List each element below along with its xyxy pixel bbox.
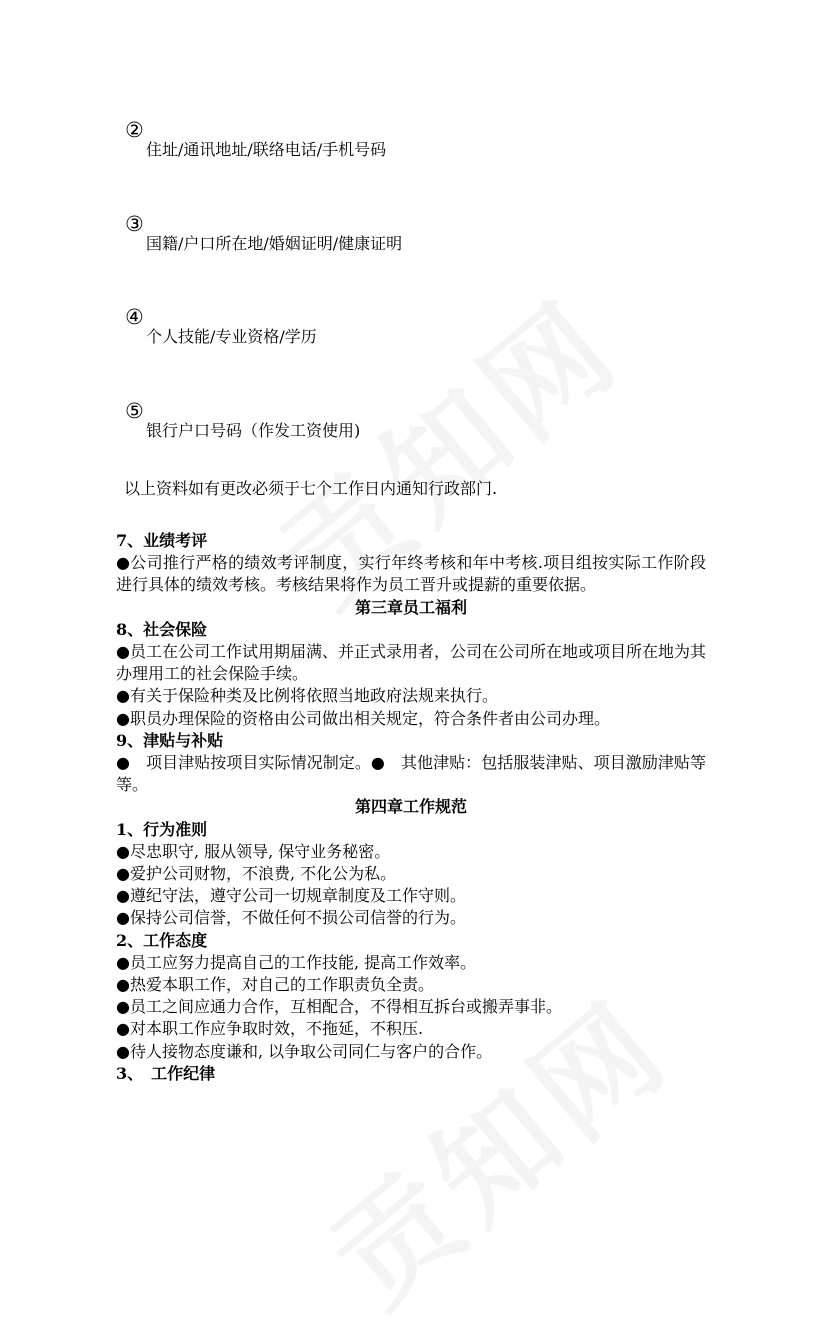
list-marker: ④ bbox=[125, 305, 144, 329]
section-heading: 3、 工作纪律 bbox=[116, 1063, 216, 1083]
list-marker: ⑤ bbox=[125, 399, 144, 423]
bullet-item: ●员工之间应通力合作，互相配合，不得相互拆台或搬弄事非。 bbox=[116, 997, 562, 1017]
bullet-item: ●待人接物态度谦和, 以争取公司同仁与客户的合作。 bbox=[116, 1041, 493, 1061]
bullet-item: ●保持公司信誉，不做任何不损公司信誉的行为。 bbox=[116, 908, 466, 928]
bullet-item: ●有关于保险种类及比例将依照当地政府法规来执行。 bbox=[116, 686, 498, 706]
bullet-item: ●职员办理保险的资格由公司做出相关规定，符合条件者由公司办理。 bbox=[116, 708, 610, 728]
chapter-title: 第四章工作规范 bbox=[354, 797, 467, 817]
list-item-text: 住址/通讯地址/联络电话/手机号码 bbox=[146, 140, 387, 159]
list-item-text: 国籍/户口所在地/婚姻证明/健康证明 bbox=[146, 234, 403, 253]
bullet-item: ●公司推行严格的绩效考评制度，实行年终考核和年中考核.项目组按实际工作阶段进行具体的绩效考核。考核结果将作为员工晋升或提薪的重要依据。 bbox=[116, 553, 706, 595]
list-item-text: 银行户口号码（作发工资使用) bbox=[146, 421, 361, 440]
section-heading: 8、社会保险 bbox=[116, 619, 208, 639]
bullet-item: ●爱护公司财物，不浪费, 不化公为私。 bbox=[116, 864, 397, 884]
section-heading: 2、工作态度 bbox=[116, 930, 208, 950]
bullet-item: ●热爱本职工作，对自己的工作职责负全责。 bbox=[116, 975, 434, 995]
bullet-item: ●对本职工作应争取时效，不拖延，不积压. bbox=[116, 1019, 424, 1039]
chapter-title: 第三章员工福利 bbox=[354, 597, 467, 617]
bullet-item: ●尽忠职守, 服从领导, 保守业务秘密。 bbox=[116, 841, 391, 861]
list-item-text: 个人技能/专业资格/学历 bbox=[146, 327, 317, 346]
bullet-item: ●遵纪守法，遵守公司一切规章制度及工作守则。 bbox=[116, 886, 466, 906]
section-heading: 7、业绩考评 bbox=[116, 531, 208, 550]
update-notice: 以上资料如有更改必须于七个工作日内通知行政部门. bbox=[124, 479, 498, 498]
document-body bbox=[116, 530, 706, 1085]
list-marker: ② bbox=[125, 118, 144, 142]
bullet-item: ●员工在公司工作试用期届满、并正式录用者，公司在公司所在地或项目所在地为其办理用工的社会保险手续。 bbox=[116, 642, 706, 684]
bullet-item: ● 项目津贴按项目实际情况制定。● 其他津贴：包括服装津贴、项目激励津贴等等。 bbox=[116, 753, 706, 795]
bullet-item: ●员工应努力提高自己的工作技能, 提高工作效率。 bbox=[116, 952, 477, 972]
section-heading: 1、行为准则 bbox=[116, 819, 208, 839]
section-heading: 9、津贴与补贴 bbox=[116, 730, 224, 750]
list-marker: ③ bbox=[125, 212, 144, 236]
